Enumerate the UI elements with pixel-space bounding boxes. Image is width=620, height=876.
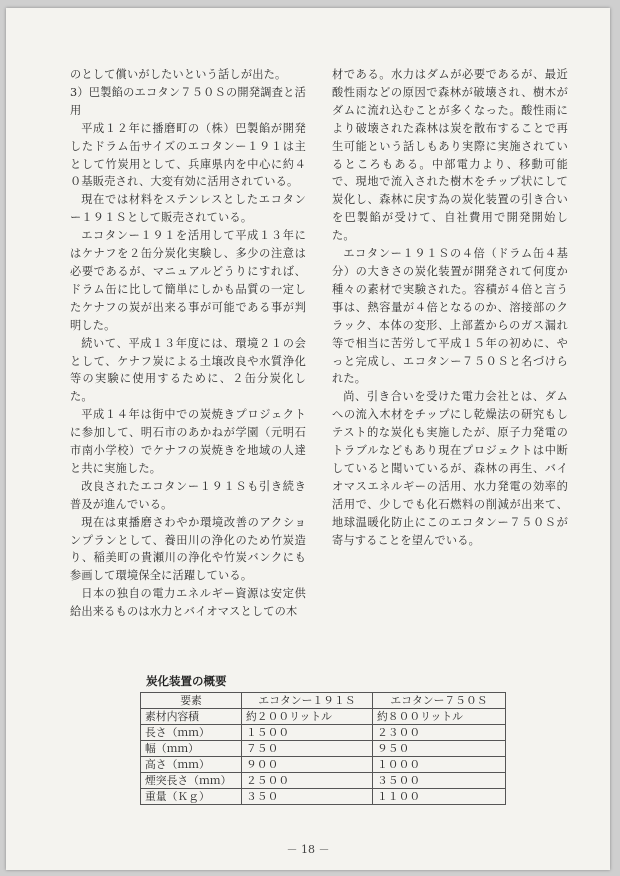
left-text-column	[70, 66, 306, 621]
paragraph: 現在では材料をステンレスとしたエコタンー１９１Ｓとして販売されている。	[70, 193, 306, 225]
table-cell: 約２００リットル	[242, 709, 373, 725]
table-row	[141, 773, 506, 789]
table-cell: 幅（ｍｍ）	[141, 741, 242, 757]
section-heading: 3）巴製餡のエコタン７５０Ｓの開発調査と活用	[70, 85, 306, 117]
page-number: － 18 －	[286, 843, 330, 856]
table-header-cell: 要素	[141, 693, 242, 709]
spec-table	[140, 692, 506, 805]
table-cell: 約８００リットル	[373, 709, 506, 725]
table-row	[141, 725, 506, 741]
table-cell: 煙突長さ（ｍｍ）	[141, 773, 242, 789]
table-header-cell: エコタンー１９１Ｓ	[242, 693, 373, 709]
table-cell: ３５００	[373, 773, 506, 789]
table-cell: 高さ（ｍｍ）	[141, 757, 242, 773]
paragraph: 平成１２年に播磨町の（株）巴製餡が開発したドラム缶サイズのエコタンー１９１は主として竹炭用として、兵庫県内を中心に約４０基販売され、大変有効に活用されている。	[70, 121, 306, 189]
table-cell: ９００	[242, 757, 373, 773]
table-cell: 素材内容積	[141, 709, 242, 725]
paragraph: 尚、引き合いを受けた電力会社とは、ダムへの流入木材をチップにし乾燥法の研究もしテスト的な炭化も実施したが、原子力発電のトラブルなどもあり現在プロジェクトは中断していると聞いているが、森林の再生、バイオマスエネルギーの活用、水力発電の効率的活用で、少しでも化石燃料の削減が出来て、地球温暖化防止にこのエコタンー７５０Ｓが寄与することを望んでいる。	[332, 390, 568, 547]
table-header-row	[141, 693, 506, 709]
table-cell: 重量（Ｋｇ）	[141, 789, 242, 805]
table-cell: ２５００	[242, 773, 373, 789]
table-cell: ９５０	[373, 741, 506, 757]
table-title: 炭化装置の概要	[146, 674, 227, 688]
table-cell: １１００	[373, 789, 506, 805]
document-page	[6, 8, 610, 870]
paragraph: エコタンー１９１を活用して平成１３年にはケナフを２缶分炭化実験し、多少の注意は必要であるが、マニュアルどうりにすれば、ドラム缶に比して簡単にしかも品質の一定したケナフの炭が出来る事が可能である事が判明した。	[70, 229, 306, 332]
paragraph: 改良されたエコタンー１９１Ｓも引き続き普及が進んでいる。	[70, 479, 306, 511]
table-cell: １０００	[373, 757, 506, 773]
paragraph: エコタンー１９１Ｓの４倍（ドラム缶４基分）の大きさの炭化装置が開発されて何度か種々の素材で実験された。容積が４倍と言う事は、熱容量が４倍となるのか、溶接部のクラック、本体の変形、上部蓋からのガス漏れ等で相当に苦労して平成１５年の初めに、やっと完成し、エコタンー７５０Ｓと名づけられた。	[332, 247, 568, 386]
table-row	[141, 741, 506, 757]
paragraph: 材である。水力はダムが必要であるが、最近酸性雨などの原因で森林が破壊され、樹木がダムに流れ込むことが多くなった。酸性雨により破壊された森林は炭を散布することで再生可能という話しもあり実際に実施されているところもある。中部電力より、移動可能で、現地で流入された樹木をチップ状にして炭化し、森林に戻す為の炭化装置の引き合いを巴製餡が受けて、自社費用で開発開始した。	[332, 68, 568, 243]
table-cell: 長さ（ｍｍ）	[141, 725, 242, 741]
table-cell: ３５０	[242, 789, 373, 805]
table-row	[141, 757, 506, 773]
paragraph: 平成１４年は街中での炭焼きプロジェクトに参加して、明石市のあかねが学園（元明石市南小学校）でケナフの炭焼きを地域の人達と共に実施した。	[70, 408, 306, 475]
paragraph: 続いて、平成１３年度には、環境２１の会として、ケナフ炭による土壌改良や水質浄化等の実験に使用するために、２缶分炭化した。	[70, 336, 306, 404]
table-header-cell: エコタンー７５０Ｓ	[373, 693, 506, 709]
paragraph: 日本の独自の電力エネルギー資源は安定供給出来るものは水力とバイオマスとしての木	[70, 587, 306, 619]
right-text-column	[332, 66, 568, 549]
table-cell: ２３００	[373, 725, 506, 741]
table-row	[141, 789, 506, 805]
table-cell: ７５０	[242, 741, 373, 757]
table-cell: １５００	[242, 725, 373, 741]
paragraph: 現在は東播磨さわやか環境改善のアクションプランとして、養田川の浄化のため竹炭造り、稲美町の貴瀬川の浄化や竹炭バンクにも参画して環境保全に活躍している。	[70, 515, 306, 583]
table-row	[141, 709, 506, 725]
paragraph: のとして償いがしたいという話しが出た。	[70, 68, 287, 81]
